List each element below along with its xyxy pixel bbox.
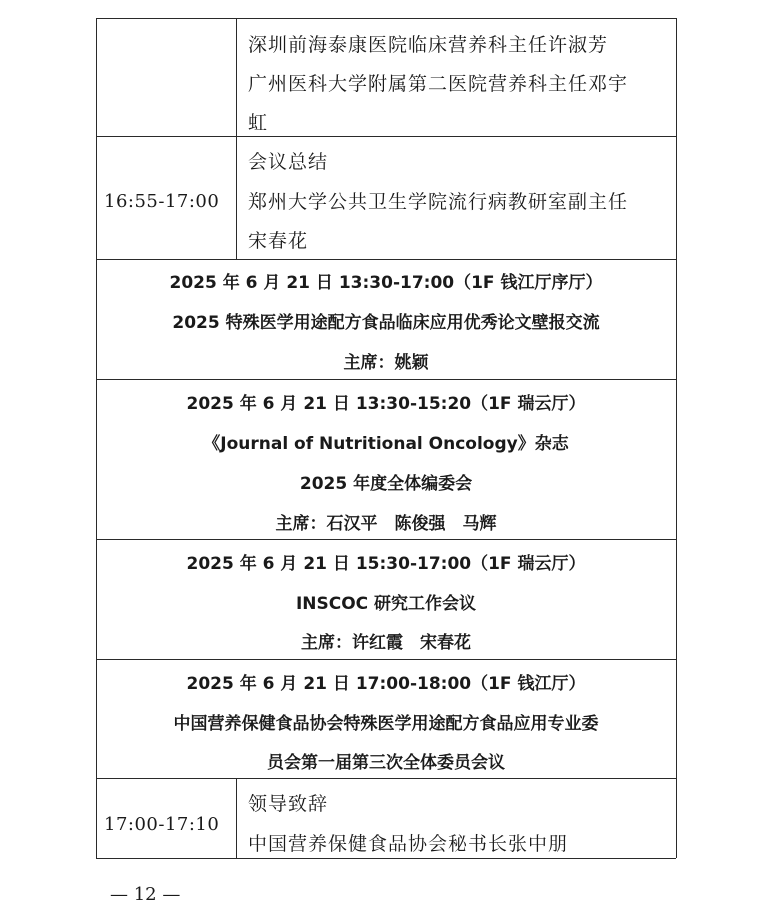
session-title: 员会第一届第三次全体委员会议 <box>267 753 505 773</box>
time-cell: 16:55-17:00 <box>104 191 220 212</box>
speaker-line: 郑州大学公共卫生学院流行病教研室副主任 <box>248 191 629 213</box>
session-chair: 主席：许红霞 宋春花 <box>301 633 471 653</box>
speaker-line: 中国营养保健食品协会秘书长张中朋 <box>248 833 569 855</box>
session-chair: 主席：姚颖 <box>343 353 429 373</box>
row-divider <box>96 539 676 540</box>
agenda-item: 领导致辞 <box>248 793 329 815</box>
session-header: 2025 年 6 月 21 日 13:30-17:00（1F 钱江厅序厅） <box>169 273 603 293</box>
session-title: 2025 年度全体编委会 <box>299 474 473 494</box>
table-border-right <box>676 18 677 858</box>
page-number: — 12 — <box>110 884 181 905</box>
session-header: 2025 年 6 月 21 日 15:30-17:00（1F 瑞云厅） <box>186 554 586 574</box>
row-divider <box>96 136 676 137</box>
row-divider <box>96 659 676 660</box>
agenda-item: 会议总结 <box>248 151 329 173</box>
row-divider <box>96 259 676 260</box>
row-divider <box>96 778 676 779</box>
table-border-top <box>96 18 676 19</box>
speaker-line: 深圳前海泰康医院临床营养科主任许淑芳 <box>248 34 609 56</box>
row-divider <box>96 379 676 380</box>
session-title: INSCOC 研究工作会议 <box>295 594 477 614</box>
column-divider <box>236 18 237 259</box>
session-header: 2025 年 6 月 21 日 17:00-18:00（1F 钱江厅） <box>186 674 586 694</box>
session-chair: 主席：石汉平 陈俊强 马辉 <box>275 514 497 534</box>
session-title: 2025 特殊医学用途配方食品临床应用优秀论文壁报交流 <box>172 313 600 333</box>
session-header: 2025 年 6 月 21 日 13:30-15:20（1F 瑞云厅） <box>186 394 586 414</box>
table-border-bottom <box>96 858 676 859</box>
speaker-line: 广州医科大学附属第二医院营养科主任邓宇 <box>248 73 629 95</box>
speaker-line: 虹 <box>248 112 269 134</box>
column-divider <box>236 778 237 858</box>
session-title: 中国营养保健食品协会特殊医学用途配方食品应用专业委 <box>173 714 599 734</box>
speaker-line: 宋春花 <box>248 230 309 252</box>
time-cell: 17:00-17:10 <box>104 814 220 835</box>
session-title: 《Journal of Nutritional Oncology》杂志 <box>203 434 569 454</box>
